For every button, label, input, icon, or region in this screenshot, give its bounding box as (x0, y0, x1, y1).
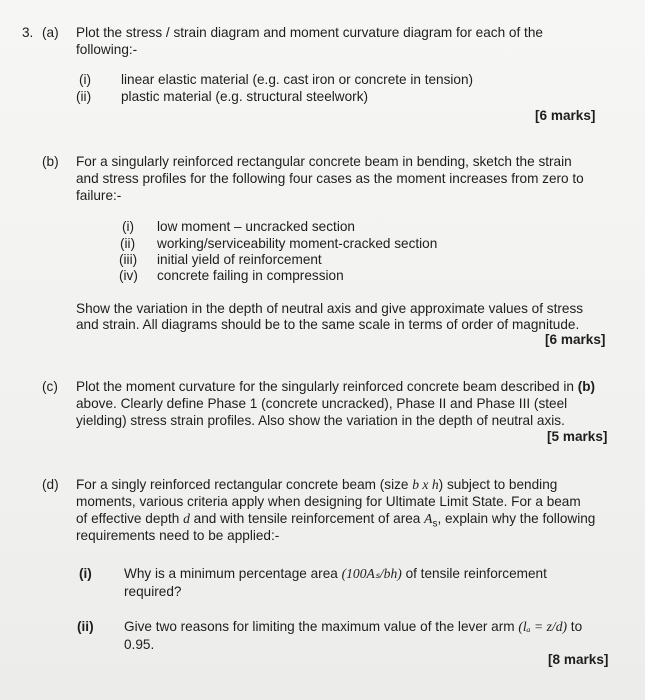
question-number: 3. (22, 25, 34, 40)
part-a-label: (a) (42, 25, 59, 40)
part-b-item-1-num: (i) (122, 219, 135, 234)
part-b-item-1-text: low moment – uncracked section (157, 219, 355, 234)
part-a-item-1-text: linear elastic material (e.g. cast iron or concrete in tension) (121, 72, 474, 87)
part-b-line1: For a singularly reinforced rectangular concrete beam in bending, sketch the strain (76, 154, 572, 169)
part-b-item-3-num: (iii) (119, 252, 138, 267)
part-a-marks: [6 marks] (535, 108, 596, 123)
part-d-line1: For a singly reinforced rectangular concrete beam (size b x h) subject to bending (76, 477, 558, 492)
part-c-line3: yielding) stress strain profiles. Also show the variation in the depth of neutral axis. (76, 413, 565, 428)
part-b-item-2-num: (ii) (120, 236, 136, 251)
part-c-line2: above. Clearly define Phase 1 (concrete uncracked), Phase II and Phase III (steel (76, 396, 568, 411)
part-b-label: (b) (42, 154, 59, 169)
part-b-marks: [6 marks] (545, 332, 606, 347)
part-b-item-4-text: concrete failing in compression (157, 268, 344, 283)
part-a-item-2-text: plastic material (e.g. structural steelwork) (121, 89, 369, 104)
part-b-item-2-text: working/serviceability moment-cracked section (157, 236, 438, 251)
part-d-label: (d) (42, 477, 59, 492)
part-d-item-2-line2: 0.95. (124, 637, 155, 652)
part-d-item-1-line1: Why is a minimum percentage area (100Aₛ/bh) of tensile reinforcement (124, 566, 547, 581)
part-d-marks: [8 marks] (548, 652, 609, 667)
part-d-item-2-line1: Give two reasons for limiting the maximum value of the lever arm (lₐ = z/d) to (124, 619, 583, 634)
part-a-item-1-num: (i) (79, 72, 92, 87)
part-a-line2: following:- (76, 42, 138, 57)
part-b-line3: failure:- (76, 188, 122, 203)
part-d-item-1-num: (i) (79, 566, 92, 581)
part-d-item-1-line2: required? (124, 584, 182, 599)
part-c-line1: Plot the moment curvature for the singularly reinforced concrete beam described in (b) (76, 379, 596, 394)
part-b-line2: and stress profiles for the following four cases as the moment increases from zero to (76, 171, 584, 186)
part-d-line3: of effective depth d and with tensile reinforcement of area $A_s$, explain why the following (76, 511, 596, 530)
part-d-item-2-num: (ii) (77, 619, 94, 634)
part-b-item-4-num: (iv) (119, 268, 138, 283)
part-b-item-3-text: initial yield of reinforcement (157, 252, 322, 267)
part-a-line1: Plot the stress / strain diagram and moment curvature diagram for each of the (76, 25, 543, 40)
part-b-note1: Show the variation in the depth of neutral axis and give approximate values of stress (76, 301, 584, 316)
part-a-item-2-num: (ii) (76, 89, 92, 104)
part-d-line4: requirements need to be applied:- (76, 528, 280, 543)
part-b-note2: and strain. All diagrams should be to the same scale in terms of order of magnitude. (76, 317, 580, 332)
part-d-line2: moments, various criteria apply when designing for Ultimate Limit State. For a beam (76, 494, 581, 509)
part-c-marks: [5 marks] (547, 429, 608, 444)
part-c-label: (c) (42, 379, 58, 394)
